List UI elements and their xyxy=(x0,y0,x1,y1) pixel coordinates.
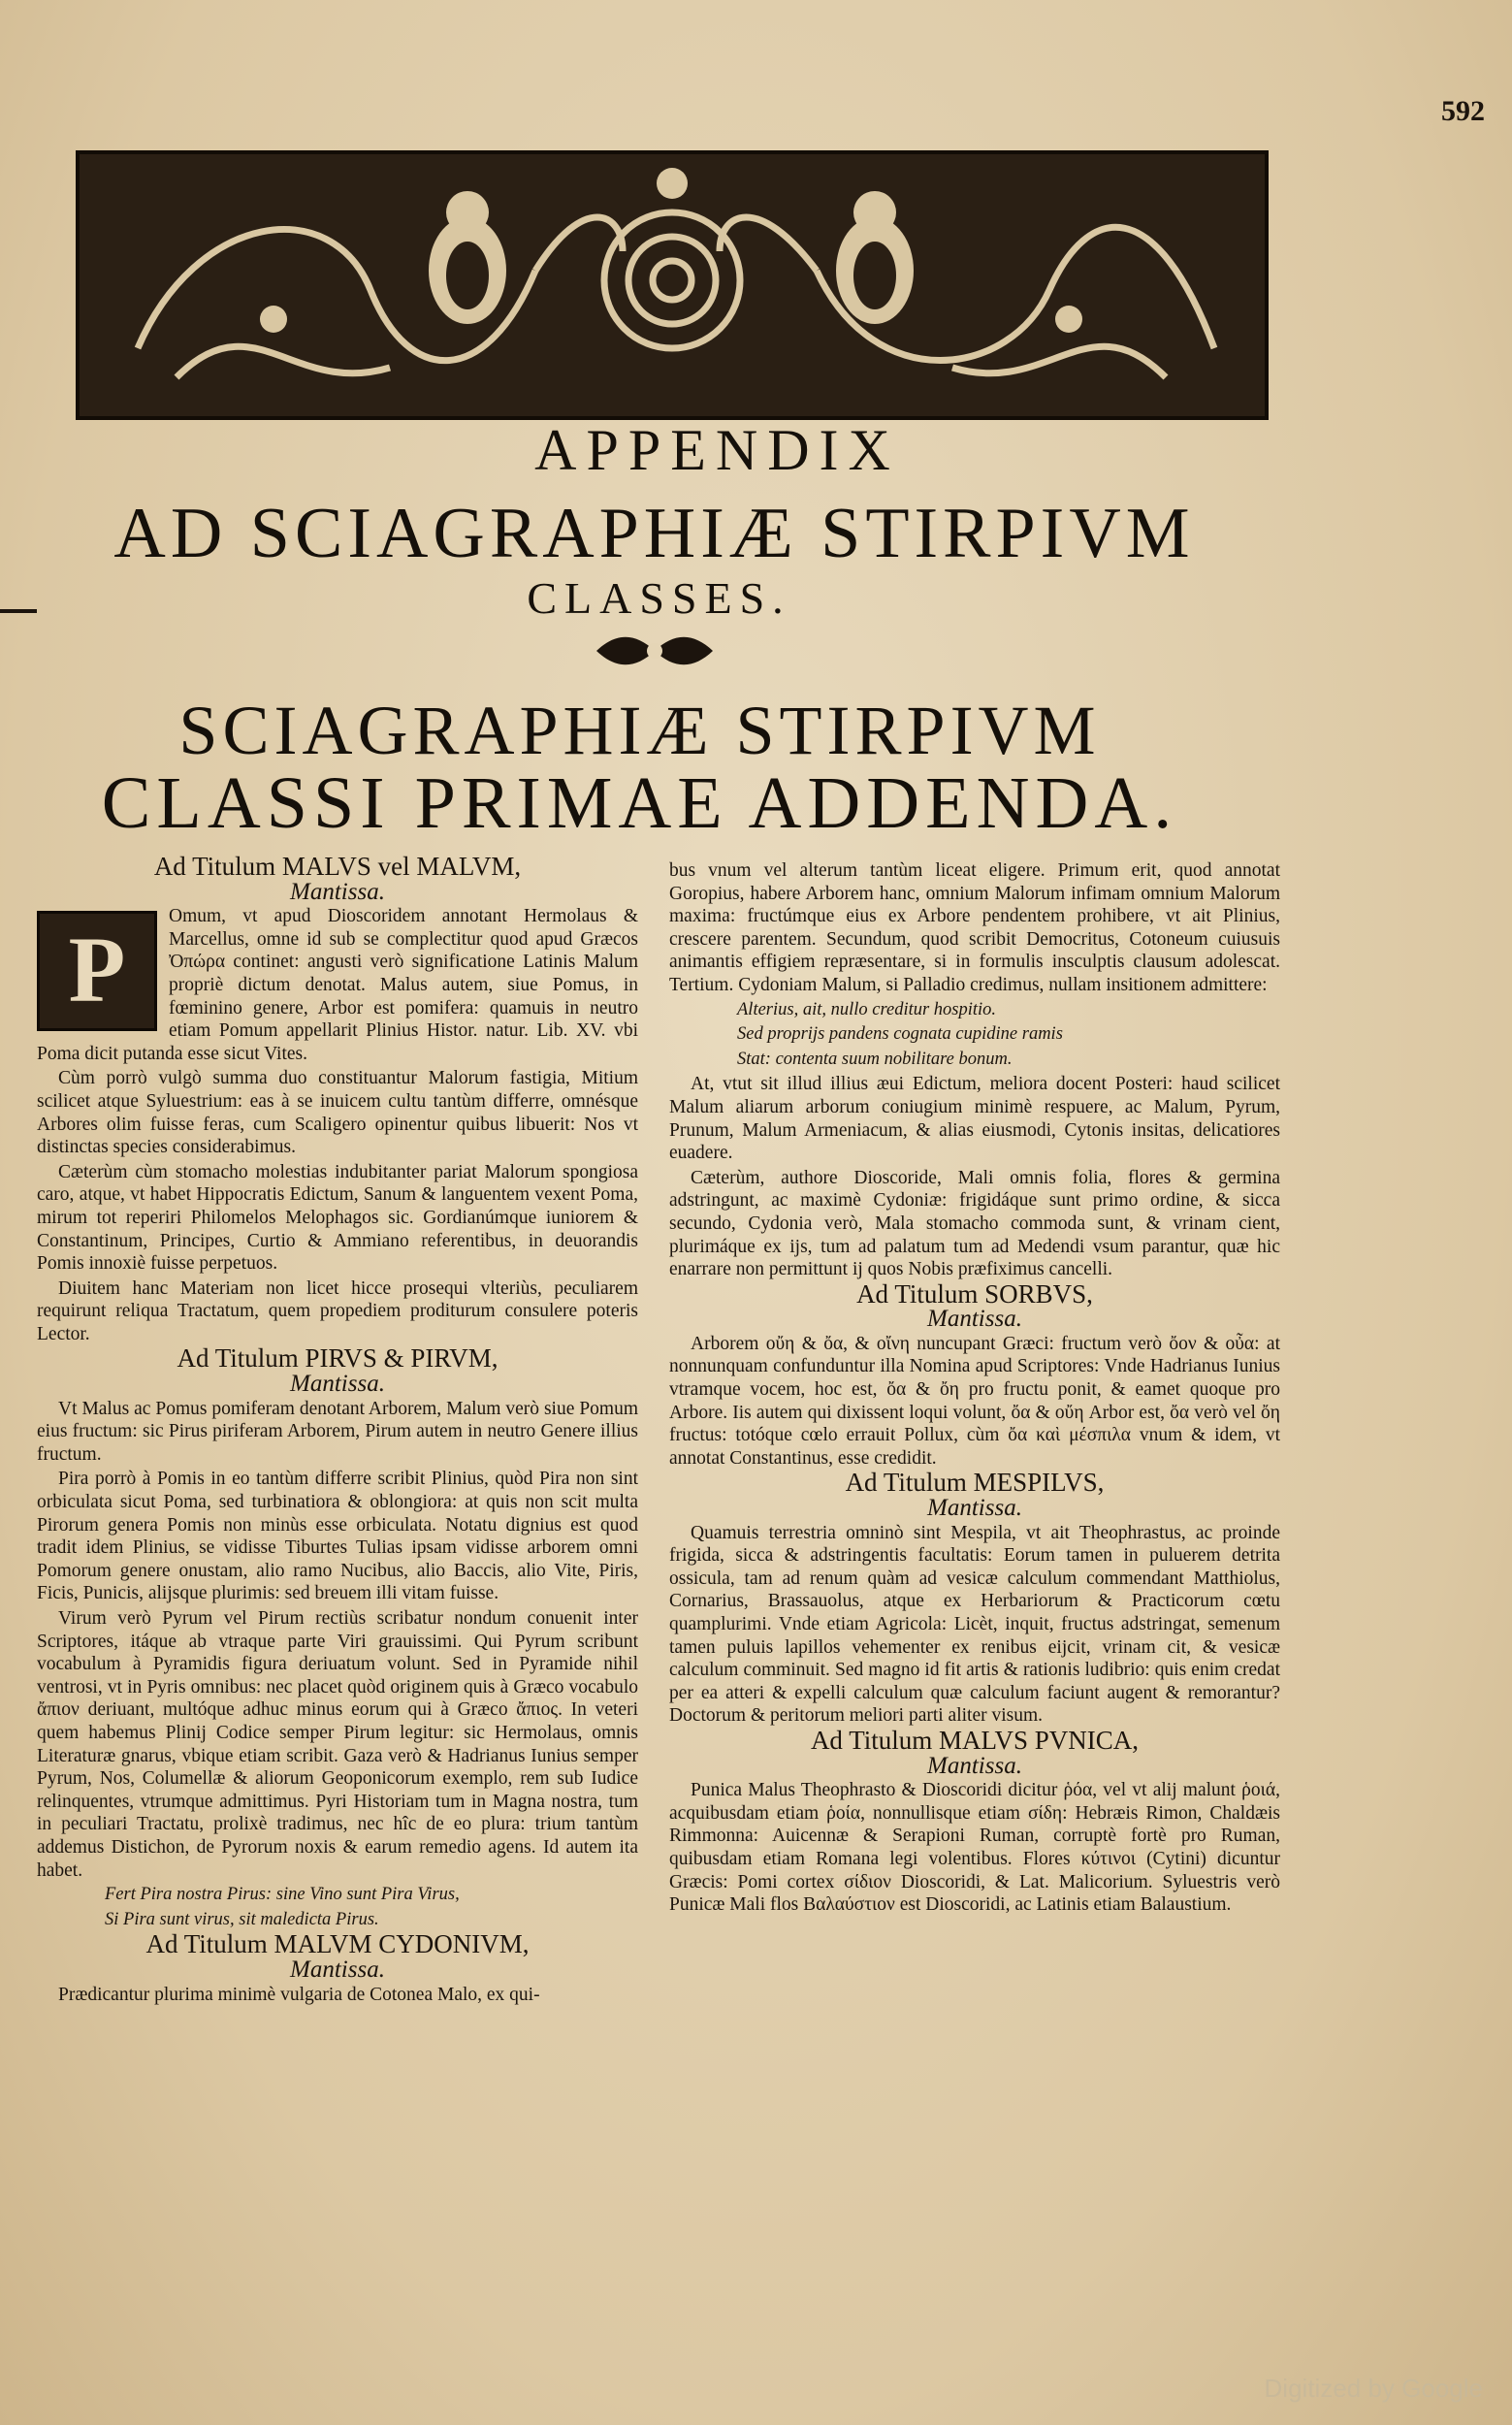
digitized-watermark: Digitized by Google xyxy=(1264,2374,1483,2403)
heading-ad-sciagraphiae: AD SCIAGRAPHIÆ STIRPIVM xyxy=(113,494,1195,573)
heading-classes: CLASSES. xyxy=(527,573,791,623)
verse-line: Stat: contenta suum nobilitare bonum. xyxy=(737,1049,1013,1069)
paragraph: Cùm porrò vulgò summa duo constituantur Malorum fastigia, Mitium scilicet atque Syluestrium: eas à se inuicem cultu tantùm differre, omnésque Arbores olim fuisse feras, cum Scaligero opinentur quibus libuerit: Nos vt distinctas species considerabimus. xyxy=(37,1068,638,1158)
paragraph: bus vnum vel alterum tantùm liceat eligere. Primum erit, quod annotat Goropius, habere Arborem hanc, omnium Malorum infimam omnium Malorum maxima: fructúmque eius ex Arbore pendentem prohibere, vt ait Plinius, crescere parentem. Secundum, quod scribit Democritus, Cotoneum cuiusuis animantis effigiem repræsentare, si in formulis insculptis clausum adolescat. Tertium. Cydoniam Malum, si Palladio credimus, nullam insitionem admittere: xyxy=(669,860,1280,995)
paragraph: Punica Malus Theophrasto & Dioscoridi dicitur ῥόα, vel vt alij malunt ῥοιά, acquibusdam etiam ῥοία, nonnullisque etiam σίδη: Hebræis Rimon, Chaldæis Rimmonna: Auicennæ & Serapioni Ruman, corruptè fortè pro Ruman, quibusdam etiam Romana legi volentibus. Flores κύτινοι (Cytini) dicuntur Græcis: Pomi cortex σίδιον Dioscoridi, & Lat. Malicorium. Syluestris verò Punicæ Mali flos Βαλαύστιον est Dioscoridi, ac Latinis etiam Balaustium. xyxy=(669,1780,1280,1916)
section-subtitle-malus: Mantissa. xyxy=(290,878,385,905)
verse-line: Fert Pira nostra Pirus: sine Vino sunt Pira Virus, xyxy=(105,1885,460,1905)
paragraph: Arborem οὔη & ὄα, & οἴνη nuncupant Græci: fructum verò ὄον & οὖα: at nonnunquam confunduntur illa Nomina apud Scriptores: Vnde Hadrianus Iunius vtramque vocem, hoc est, ὄα & ὄη pro fructu ponit, & eamet quoque pro Arbore. Iis autem qui dixissent loqui volunt, ὄα & οὔη Arbor est, ὄα verò vel ὄη fructus: totóque cœlo errauit Pollux, cùm ὄα καὶ μέσπιλα vnum & idem, vt annotat Constantinus, esse credidit. xyxy=(669,1333,1280,1469)
woodcut-headpiece xyxy=(76,150,1269,420)
section-subtitle-punica: Mantissa. xyxy=(927,1752,1022,1779)
verse-line: Si Pira sunt virus, sit maledicta Pirus. xyxy=(105,1909,379,1929)
section-title-punica: Ad Titulum MALVS PVNICA, xyxy=(810,1725,1140,1755)
paragraph: Cæterùm cùm stomacho molestias indubitanter pariat Malorum spongiosa caro, atque, vt habet Hippocratis Edictum, Sanum & languentem vexent Poma, mirum tot reperiri Philomelos Melophagos sic. Gordianúmque iuniorem & Constantinum, Principes, Curtio & Ammiano referentibus, in deuorandis Pomis innoxiè fuisse perpetuos. xyxy=(37,1161,638,1275)
paragraph: Pira porrò à Pomis in eo tantùm differre scribit Plinius, quòd Pira non sint orbiculata sicut Poma, sed turbinatiora & oblongiora: at quis non scit multa Pirorum genera Pomis non minùs esse orbiculata. Notatu dignius est quod tradit idem Plinius, se vidisse Tiburtes Tulias ipsam vidisse arborem omni Pomorum genere onustam, alio ramo Nucibus, alio Baccis, alio Vite, Piris, Ficis, Punicis, alijsque plurimis: sed breuem illi vitam fuisse. xyxy=(37,1469,638,1604)
section-subtitle-cydonium: Mantissa. xyxy=(290,1956,385,1983)
paragraph: P Omum, vt apud Dioscoridem annotant Hermolaus & Marcellus, omne id sub se complectitur quod apud Græcos Ὀπώρα continet: angusti verò significatione Latinis Malum propriè dictum denotat. Malus autem, siue Pomus, in fœminino genere, Arbor est pomifera: quamuis in neutro etiam Pomum appellarit Plinius Histor. natur. Lib. XV. vbi Poma dicit putanda esse sicut Vites. xyxy=(37,906,638,1064)
section-title-pirus: Ad Titulum PIRVS & PIRVM, xyxy=(177,1343,499,1374)
verse-line: Sed proprijs pandens cognata cupidine ramis xyxy=(737,1024,1063,1045)
paragraph: Diuitem hanc Materiam non licet hicce prosequi vlteriùs, peculiarem requirunt reliqua Tractatum, quem propediem proditurum consulere poteris Lector. xyxy=(37,1277,638,1344)
right-column xyxy=(669,859,1280,1919)
heading-classi-primae: CLASSI PRIMAE ADDENDA. xyxy=(101,762,1178,844)
paragraph: Quamuis terrestria omninò sint Mespila, vt ait Theophrastus, ac proinde frigida, sicca & adstringentis facultatis: Eorum tamen in puluerem detrita ossicula, tam ad renum quàm ad vesicæ calculum commendant Matthiolus, Cornarius, Brassauolus, atque ex Herbariorum & Practicorum cœtu quamplurimi. Vnde etiam Agricola: Licèt, inquit, fructus adstringat, semenum tamen puluis lapillos vehementer ex renibus eijcit, vrinam cit, & vesicæ calculum comminuit. Sed magno id fit artis & rationis ludibrio: quis enim credat per ea atteri & expelli calculum quæ calculum faciunt augent & remorantur? Doctorum & peritorum meliori parti aliter visum. xyxy=(669,1522,1280,1727)
section-title-malus: Ad Titulum MALVS vel MALVM, xyxy=(153,852,522,881)
fleuron-icon xyxy=(592,630,718,671)
headpiece-ornament-icon xyxy=(80,154,1265,416)
section-subtitle-mespilus: Mantissa. xyxy=(927,1495,1022,1522)
paragraph: Vt Malus ac Pomus pomiferam denotant Arborem, Malum verò siue Pomum eius fructum: sic Pirus piriferam Arborem, Pirum autem in neutro Genere illius fructum. xyxy=(37,1398,638,1465)
paragraph: Virum verò Pyrum vel Pirum rectiùs scribatur nondum conuenit inter Scriptores, itáque ab vtraque parte Viri grauissimi. Qui Pyrum scribunt vocabulum à Pyramidis figura deriuatum volunt. Sed in Pyramide nihil ventrosi, vt in Pyris omnibus: nec placet quòd originem quis à Græco vocabulo ἄπιον deriuant, multóque adhuc minus eorum qui à Græco ἄπιος. In veteri quem habemus Plinij Codice semper Pirum legitur: sic Hermolaus, omnis Literaturæ gnarus, vbique etiam scribit. Gaza verò & Hadrianus Iunius semper Pyrum, Nos, Columellæ & aliorum Geoponicorum exemplo, rem sub Iudice relinquentes, vtrumque admittimus. Pyri Historiam tum in Magna nostra, tum in peculiari Tractatu, prolixè tradimus, nec hîc de eo plura: trium tantùm addemus Distichon, de Pyrorum noxis & earum remedio agens. Id autem ita habet. xyxy=(37,1608,638,1881)
left-column xyxy=(37,852,638,2008)
section-title-sorbus: Ad Titulum SORBVS, xyxy=(856,1278,1093,1309)
heading-sciagraphiae: SCIAGRAPHIÆ STIRPIVM xyxy=(178,692,1101,769)
paragraph: At, vtut sit illud illius æui Edictum, meliora docent Posteri: haud scilicet Malum aliarum arborum coniugium minimè respuere, ac Malum, Pyrum, Prunum, Malum Armeniacum, & alias eiusmodi, Cytonis insitas, delicatiores euadere. xyxy=(669,1074,1280,1164)
verse-line: Alterius, ait, nullo creditur hospitio. xyxy=(737,999,997,1019)
dropcap-initial: P xyxy=(37,911,157,1031)
section-title-cydonium: Ad Titulum MALVM CYDONIVM, xyxy=(145,1929,530,1959)
heading-appendix: APPENDIX xyxy=(534,418,900,482)
section-subtitle-pirus: Mantissa. xyxy=(290,1371,385,1398)
page-number: 592 xyxy=(1441,95,1485,127)
paragraph: Cæterùm, authore Dioscoride, Mali omnis folia, flores & germina adstringunt, ac maximè Cydoniæ: frigidáque sunt primo ordine, & sicca secundo, Cydonia verò, Mala stomacho commoda sunt, & vrinam cient, plurimáque ex ijs, tum ad palatum tum ad Medendi vsum parantur, quæ hic enarrare non permittunt ij quos Nobis præfiximus cancelli. xyxy=(669,1167,1280,1280)
section-subtitle-sorbus: Mantissa. xyxy=(927,1306,1022,1333)
paragraph: Prædicantur plurima minimè vulgaria de Cotonea Malo, ex qui- xyxy=(58,1984,540,2005)
section-title-mespilus: Ad Titulum MESPILVS, xyxy=(845,1468,1105,1498)
